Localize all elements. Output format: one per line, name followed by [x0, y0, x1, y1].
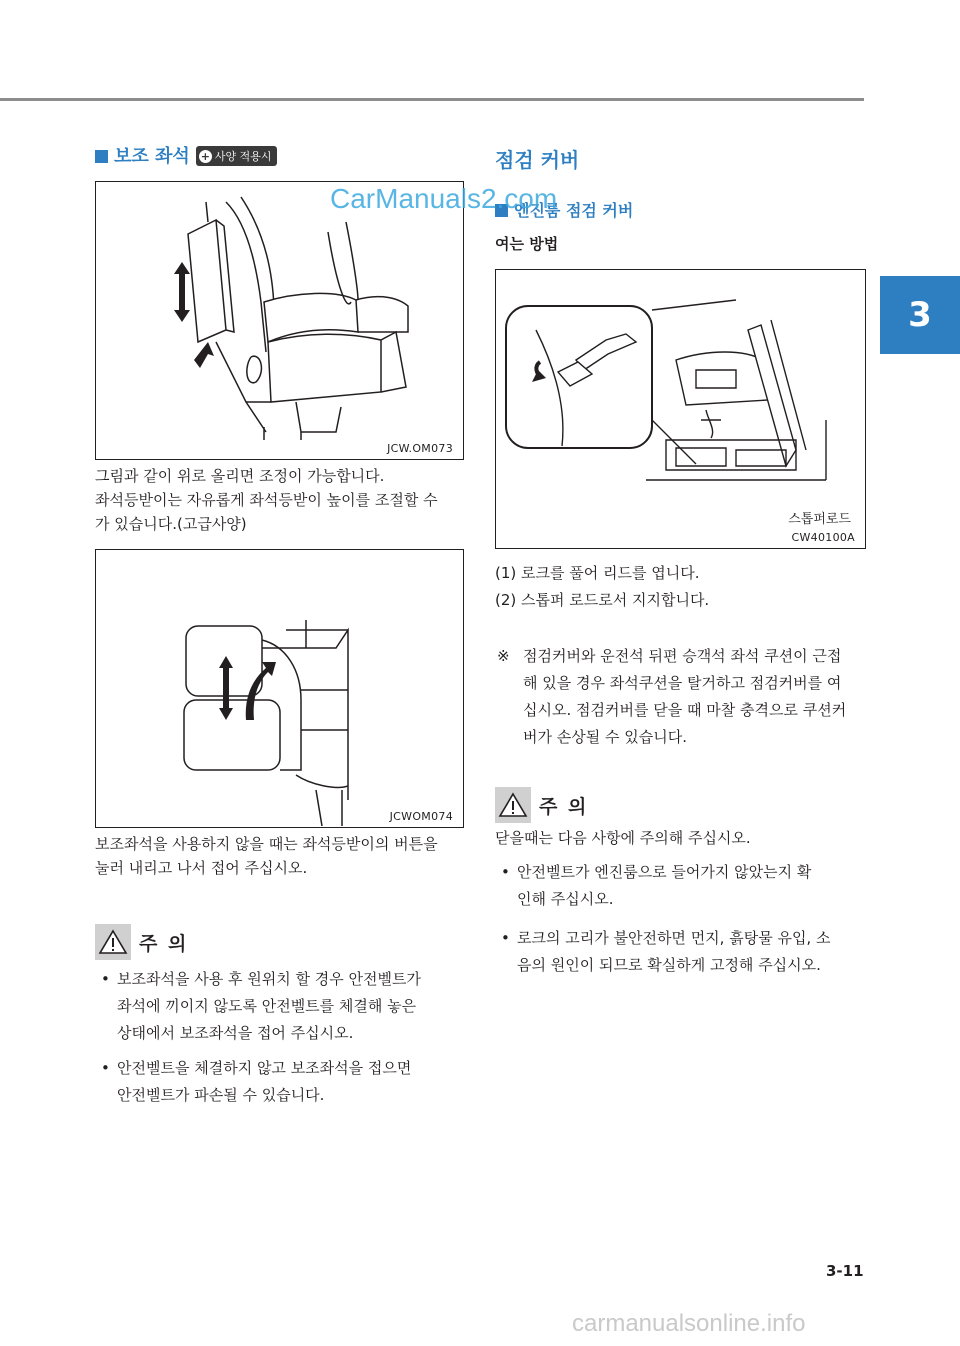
- caution-bullet: [495, 925, 867, 979]
- warning-icon: [495, 787, 531, 823]
- caution-intro: 닫을때는 다음 사항에 주의해 주십시오.: [495, 829, 751, 847]
- text-line: • 안전벨트가 엔진룸으로 들어가지 않았는지 확: [517, 863, 812, 881]
- caution-bullet: [95, 966, 467, 1047]
- text-line: 해 있을 경우 좌석쿠션을 탈거하고 점검커버를 여: [523, 674, 842, 692]
- subheading-open-method: 여는 방법: [495, 235, 559, 253]
- seat-button-illustration: [96, 550, 462, 826]
- note-mark-icon: ※: [497, 647, 510, 665]
- step-item: (1) 로크를 풀어 리드를 엽니다.: [495, 564, 700, 582]
- chapter-number: 3: [908, 295, 932, 335]
- paragraph-adjust: [95, 464, 467, 536]
- text-line: 좌석등받이는 자유롭게 좌석등받이 높이를 조절할 수: [95, 491, 438, 509]
- caution-bullet: [95, 1055, 467, 1109]
- caution-label: 주 의: [139, 932, 189, 955]
- site-url: carmanualsonline.info: [572, 1310, 806, 1337]
- caution-heading-right: [495, 787, 588, 823]
- text-line: 보조좌석을 사용하지 않을 때는 좌석등받이의 버튼을: [95, 835, 438, 853]
- text-line: 좌석에 끼이지 않도록 안전벨트를 체결해 놓은: [117, 997, 417, 1015]
- text-line: 눌러 내리고 나서 접어 주십시오.: [95, 859, 308, 877]
- engine-cover-illustration: [496, 270, 864, 547]
- step-item: (2) 스톱퍼 로드로서 지지합니다.: [495, 591, 710, 609]
- subsection-title-text: 엔진룸 점검 커버: [514, 201, 634, 220]
- text-line: 십시오. 점검커버를 닫을 때 마찰 충격으로 쿠션커: [523, 701, 847, 719]
- text-line: 인해 주십시오.: [517, 890, 614, 908]
- text-line: 점검커버와 운전석 뒤편 승객석 좌석 쿠션이 근접: [523, 647, 842, 665]
- caution-label: 주 의: [539, 795, 589, 818]
- section-title-cover: 점검 커버: [495, 148, 580, 172]
- text-line: 가 있습니다.(고급사양): [95, 515, 247, 533]
- text-line: 버가 손상될 수 있습니다.: [523, 728, 687, 746]
- caution-bullet: [495, 859, 867, 913]
- figure-callout-label: 스톱퍼로드: [788, 512, 851, 527]
- text-line: • 안전벨트을 체결하지 않고 보조좌석을 접으면: [117, 1059, 412, 1077]
- figure-code: CW40100A: [791, 531, 855, 544]
- option-badge: [196, 146, 278, 166]
- figure-code: JCW.OM073: [387, 442, 453, 455]
- text-line: • 로크의 고리가 불안전하면 먼지, 흙탕물 유입, 소: [517, 929, 831, 947]
- square-bullet-icon: [95, 150, 108, 163]
- text-line: 상태에서 보조좌석을 접어 주십시오.: [117, 1024, 354, 1042]
- figure-engine-cover: [495, 269, 866, 549]
- figure-seat-button: [95, 549, 464, 828]
- warning-icon: [95, 924, 131, 960]
- section-title-text: 보조 좌석: [114, 146, 190, 167]
- figure-seat-adjust: [95, 181, 464, 460]
- plus-icon: +: [200, 150, 210, 163]
- paragraph-fold: [95, 832, 467, 880]
- seat-illustration: [96, 182, 462, 458]
- watermark: CarManuals2.com: [330, 183, 558, 214]
- text-line: • 보조좌석을 사용 후 원위치 할 경우 안전벨트가: [117, 970, 421, 988]
- figure-code: JCWOM074: [389, 810, 453, 823]
- chapter-tab: [880, 276, 960, 354]
- top-rule: [0, 98, 864, 101]
- text-line: 안전벨트가 파손될 수 있습니다.: [117, 1086, 325, 1104]
- section-title-aux-seat: [95, 142, 277, 168]
- page-number: 3-11: [826, 1262, 864, 1280]
- caution-heading-left: [95, 924, 188, 960]
- steps-list: [495, 560, 709, 614]
- badge-label: 사양 적용시: [214, 150, 272, 163]
- note-block: [497, 643, 867, 751]
- text-line: 음의 원인이 되므로 확실하게 고정해 주십시오.: [517, 956, 821, 974]
- text-line: 그림과 같이 위로 올리면 조정이 가능합니다.: [95, 467, 385, 485]
